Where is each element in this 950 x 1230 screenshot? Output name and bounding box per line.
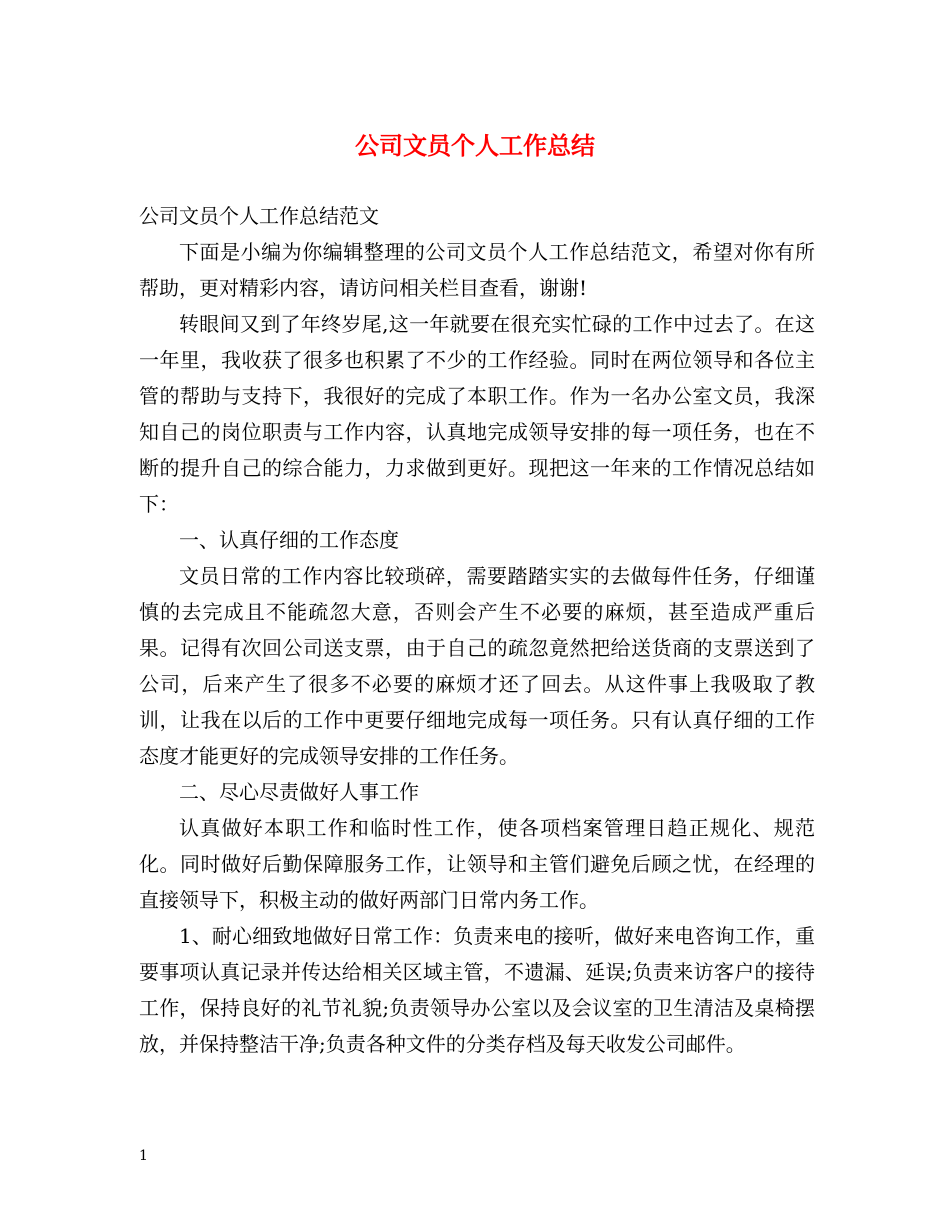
body-paragraph: 文员日常的工作内容比较琐碎，需要踏踏实实的去做每件任务，仔细谨慎的去完成且不能疏忽大意，否则会产生不必要的麻烦，甚至造成严重后果。记得有次回公司送支票，由于自己的疏忽竟然把给送货商的支票送到了公司，后来产生了很多不必要的麻烦才还了回去。从这件事上我吸取了教训，让我在以后的工作中更要仔细地完成每一项任务。只有认真仔细的工作态度才能更好的完成领导安排的工作任务。	[139, 564, 815, 768]
section-heading: 一、认真仔细的工作态度	[179, 528, 399, 552]
body-paragraph: 转眼间又到了年终岁尾,这一年就要在很充实忙碌的工作中过去了。在这一年里，我收获了很多也积累了不少的工作经验。同时在两位领导和各位主管的帮助与支持下，我很好的完成了本职工作。作为一名办公室文员，我深知自己的岗位职责与工作内容，认真地完成领导安排的每一项任务，也在不断的提升自己的综合能力，力求做到更好。现把这一年来的工作情况总结如下：	[139, 312, 815, 516]
subtitle-paragraph: 公司文员个人工作总结范文	[139, 204, 379, 228]
intro-paragraph: 下面是小编为你编辑整理的公司文员个人工作总结范文，希望对你有所帮助，更对精彩内容，请访问相关栏目查看，谢谢!	[139, 240, 815, 300]
section-heading: 二、尽心尽责做好人事工作	[179, 780, 419, 804]
document-body	[139, 198, 815, 1062]
page-number: 1	[139, 1148, 148, 1164]
body-paragraph: 认真做好本职工作和临时性工作，使各项档案管理日趋正规化、规范化。同时做好后勤保障服务工作，让领导和主管们避免后顾之忧，在经理的直接领导下，积极主动的做好两部门日常内务工作。	[139, 816, 815, 912]
document-title: 公司文员个人工作总结	[355, 131, 595, 160]
body-paragraph: 1、耐心细致地做好日常工作：负责来电的接听，做好来电咨询工作，重要事项认真记录并传达给相关区域主管，不遗漏、延误;负责来访客户的接待工作，保持良好的礼节礼貌;负责领导办公室以及会议室的卫生清洁及桌椅摆放，并保持整洁干净;负责各种文件的分类存档及每天收发公司邮件。	[139, 924, 815, 1056]
